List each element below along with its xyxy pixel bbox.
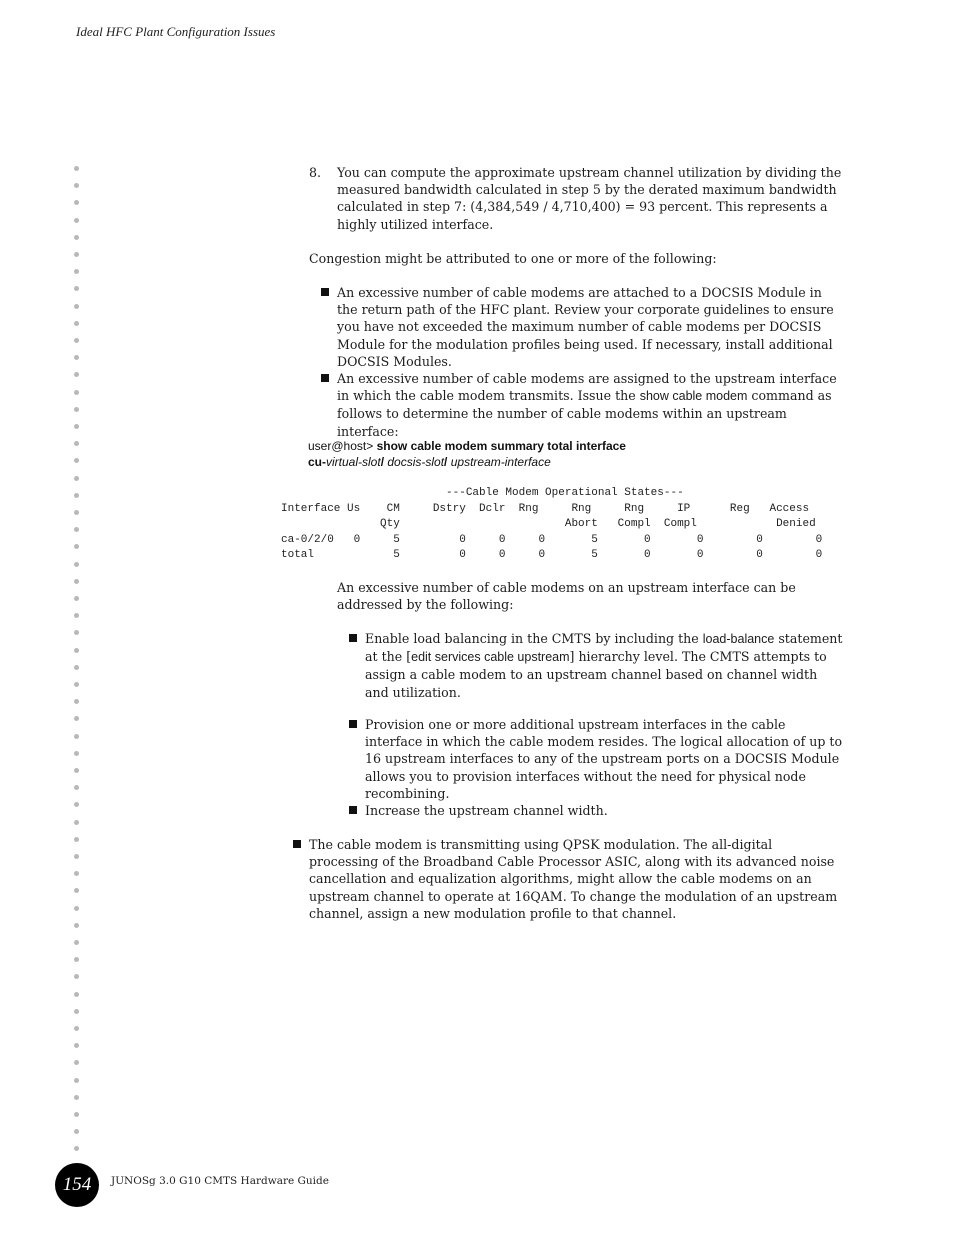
bullet-2-text: An excessive number of cable modems are assigned to the upstream interface in which the cable modem transmits. Issue the show cable modem command as follows to determine the number of cable modems within an upstream interface:: [337, 371, 837, 439]
margin-dot: [74, 992, 79, 997]
bullet-square-icon: [349, 634, 357, 642]
margin-dot: [74, 940, 79, 945]
margin-dot: [74, 1146, 79, 1151]
margin-dot: [74, 630, 79, 635]
inline-code: load-balance: [702, 632, 775, 646]
margin-dot: [74, 269, 79, 274]
inline-code: edit services cable upstream: [411, 650, 570, 665]
margin-dot: [74, 837, 79, 842]
margin-dot: [74, 424, 79, 429]
margin-dot: [74, 579, 79, 584]
step-8-text: You can compute the approximate upstream channel utilization by dividing the measured bandwidth calculated in step 5 by the derated maximum bandwidth calculated in step 7: (4,384,549 / 4,710,400) = 93 percent. This represents a highly utilized interface.: [337, 165, 842, 232]
page-number-badge: 154: [55, 1163, 99, 1207]
margin-dot: [74, 493, 79, 498]
margin-dot: [74, 974, 79, 979]
congestion-intro: Congestion might be attributed to one or more of the following:: [309, 251, 717, 266]
step-number: 8.: [309, 165, 322, 180]
bullet-square-icon: [349, 806, 357, 814]
margin-dot: [74, 200, 79, 205]
margin-dot: [74, 613, 79, 618]
margin-dot: [74, 871, 79, 876]
margin-dot: [74, 304, 79, 309]
margin-dot: [74, 854, 79, 859]
command-line-2: cu-virtual-slot/ docsis-slot/ upstream-interface: [308, 454, 551, 469]
margin-dot: [74, 166, 79, 171]
margin-dot: [74, 458, 79, 463]
margin-dot: [74, 372, 79, 377]
margin-dot: [74, 957, 79, 962]
margin-dot: [74, 544, 79, 549]
margin-dot: [74, 716, 79, 721]
inline-command: show cable modem: [639, 389, 748, 404]
margin-dot: [74, 1095, 79, 1100]
margin-dot: [74, 183, 79, 188]
bullet-square-icon: [349, 720, 357, 728]
margin-dot: [74, 1043, 79, 1048]
margin-dot: [74, 1078, 79, 1083]
margin-dot: [74, 682, 79, 687]
margin-dot: [74, 820, 79, 825]
margin-dot: [74, 1129, 79, 1134]
bullet-1-text: An excessive number of cable modems are attached to a DOCSIS Module in the return path of the HFC plant. Review your corporate guidelines to ensure you have not exceeded the maximum number of cable modems per DOCSIS Module for the modulation profiles being used. If necessary, install additional DOCSIS Modules.: [337, 285, 834, 369]
margin-dot: [74, 252, 79, 257]
margin-dot: [74, 510, 79, 515]
margin-dot: [74, 888, 79, 893]
margin-dot: [74, 338, 79, 343]
margin-dot: [74, 321, 79, 326]
command-block: [308, 439, 848, 470]
running-header: Ideal HFC Plant Configuration Issues: [76, 24, 276, 39]
command-line-1: user@host> show cable modem summary total interface: [308, 439, 626, 453]
sub-bullet-1-text: Enable load balancing in the CMTS by including the load-balance statement at the [edit services cable upstream] hierarchy level. The CMTS attempts to assign a cable modem to an upstream channel based on channel width and utilization.: [365, 631, 843, 700]
bullet-square-icon: [321, 374, 329, 382]
margin-dot: [74, 785, 79, 790]
bullet-square-icon: [293, 840, 301, 848]
margin-dot: [74, 768, 79, 773]
sub-bullet-3-text: Increase the upstream channel width.: [365, 803, 608, 818]
bullet-square-icon: [321, 288, 329, 296]
margin-dot: [74, 235, 79, 240]
margin-dot: [74, 1060, 79, 1065]
margin-dot: [74, 355, 79, 360]
margin-dot: [74, 923, 79, 928]
margin-dot: [74, 751, 79, 756]
margin-dot: [74, 1009, 79, 1014]
margin-dot: [74, 802, 79, 807]
margin-dot: [74, 407, 79, 412]
footer-guide-title: JUNOSg 3.0 G10 CMTS Hardware Guide: [111, 1175, 329, 1187]
margin-dot: [74, 699, 79, 704]
margin-dot: [74, 734, 79, 739]
margin-dot: [74, 390, 79, 395]
margin-dot: [74, 562, 79, 567]
sub-bullet-2-text: Provision one or more additional upstream interfaces in the cable interface in which the cable modem resides. The logical allocation of up to 16 upstream interfaces to any of the upstream ports on a DOCSIS Module allows you to provision interfaces without the need for physical node recombining.: [365, 717, 843, 801]
command-output: ---Cable Modem Operational States--- Interface Us CM Dstry Dclr Rng Rng Rng IP Reg Access Qty Abort Compl Compl Denied ca-0/2/0 0 5 0 0 0 5 0 0 0 0 total 5 0 0 0 5 0 0 0 0: [281, 487, 823, 562]
margin-dot: [74, 441, 79, 446]
margin-dot: [74, 286, 79, 291]
margin-dot: [74, 218, 79, 223]
margin-dot: [74, 1026, 79, 1031]
margin-dot: [74, 1112, 79, 1117]
margin-dot: [74, 527, 79, 532]
margin-dot: [74, 906, 79, 911]
bullet-3-text: The cable modem is transmitting using QPSK modulation. The all-digital processing of the Broadband Cable Processor ASIC, along with its advanced noise cancellation and equalization algorithms, might allow the cable modems on an upstream channel to operate at 16QAM. To change the modulation of an upstream channel, assign a new modulation profile to that channel.: [309, 837, 838, 921]
margin-dot: [74, 648, 79, 653]
margin-dot: [74, 596, 79, 601]
margin-dot: [74, 665, 79, 670]
addressed-intro: An excessive number of cable modems on an upstream interface can be addressed by the following:: [337, 580, 796, 613]
margin-dot: [74, 476, 79, 481]
